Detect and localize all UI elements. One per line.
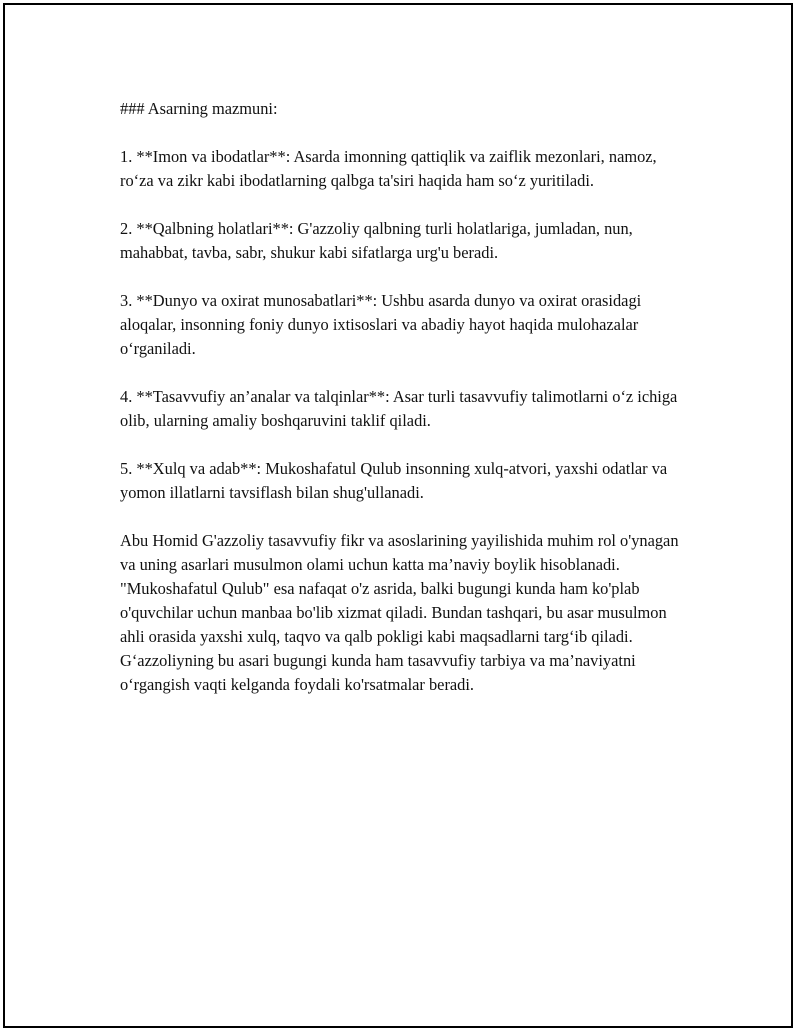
conclusion-paragraph: Abu Homid G'azzoliy tasavvufiy fikr va asoslarining yayilishida muhim rol o'ynagan va uning asarlari musulmon olami uchun katta ma’naviy boylik hisoblanadi. "Mukoshafatul Qulub" esa nafaqat o'z asrida, balki bugungi kunda ham ko'plab o'quvchilar uchun manbaa bo'lib xizmat qiladi. Bundan tashqari, bu asar musulmon ahli orasida yaxshi xulq, taqvo va qalb pokligi kabi maqsadlarni targ‘ib qiladi. G‘azzoliyning bu asari bugungi kunda ham tasavvufiy tarbiya va ma’naviyatni o‘rgangish vaqti kelganda foydali ko'rsatmalar beradi. <box>120 531 679 694</box>
section-heading: ### Asarning mazmuni: <box>120 99 278 118</box>
document-body <box>120 97 680 721</box>
list-item-qalb: 2. **Qalbning holatlari**: G'azzoliy qalbning turli holatlariga, jumladan, nun, mahabbat, tavba, sabr, shukur kabi sifatlarga urg'u beradi. <box>120 219 633 262</box>
document-page <box>3 3 793 1028</box>
list-item-tasavvuf: 4. **Tasavvufiy an’analar va talqinlar**: Asar turli tasavvufiy talimotlarni o‘z ichiga olib, ularning amaliy boshqaruvini taklif qiladi. <box>120 387 678 430</box>
list-item-imon: 1. **Imon va ibodatlar**: Asarda imonning qattiqlik va zaiflik mezonlari, namoz, ro‘za va zikr kabi ibodatlarning qalbga ta'siri haqida ham so‘z yuritiladi. <box>120 147 657 190</box>
list-item-xulq: 5. **Xulq va adab**: Mukoshafatul Qulub insonning xulq-atvori, yaxshi odatlar va yomon illatlarni tavsiflash bilan shug'ullanadi. <box>120 459 668 502</box>
list-item-dunyo: 3. **Dunyo va oxirat munosabatlari**: Ushbu asarda dunyo va oxirat orasidagi aloqalar, insonning foniy dunyo ixtisoslari va abadiy hayot haqida mulohazalar o‘rganiladi. <box>120 291 642 358</box>
